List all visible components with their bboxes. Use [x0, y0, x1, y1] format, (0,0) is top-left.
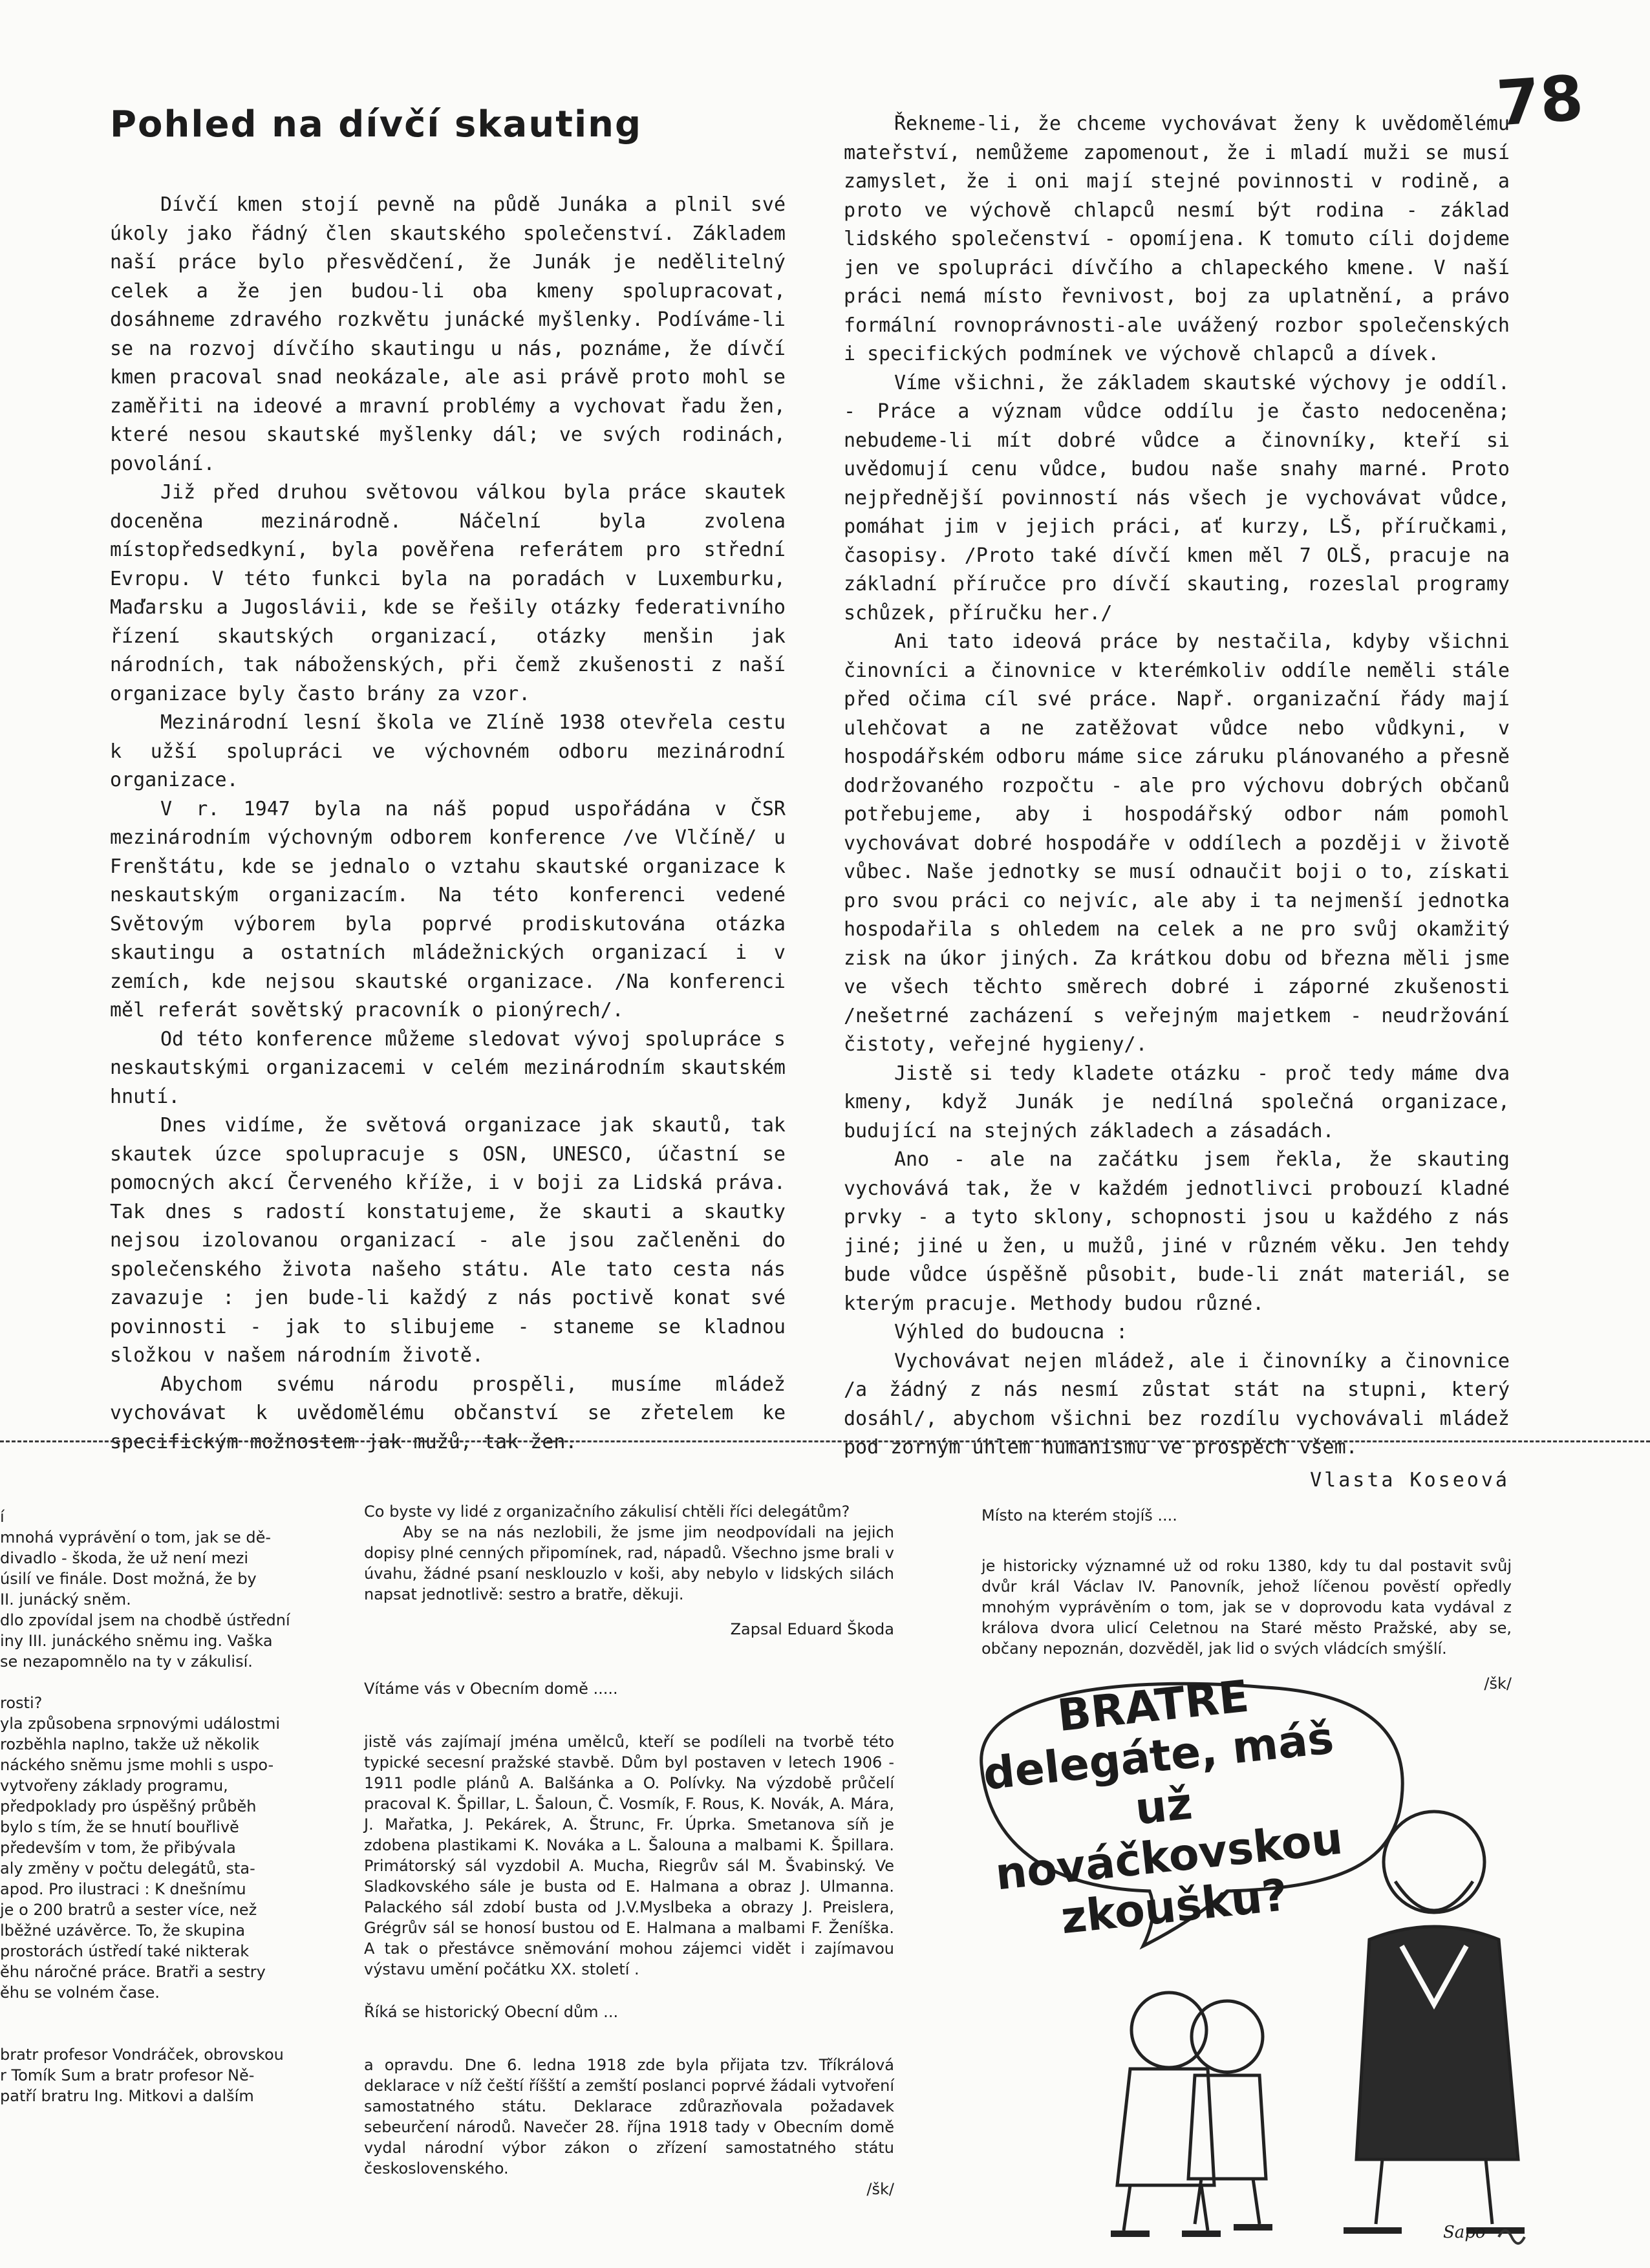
fragment-line: lběžné uzávěrce. To, že skupina — [0, 1921, 246, 1940]
fragment-line: rozběhla naplno, takže už několik — [0, 1735, 260, 1753]
middle-item-text: a opravdu. Dne 6. ledna 1918 zde byla přijata tzv. Tříkrálová deklarace v níž čeští říšští a zemští poslanci poprvé žádali vytvoření samostatného státu. Deklarace zdůrazňovala požadavek sebeurčení národů. Navečer 28. října 1918 tady v Obecním domě vydal národní výbor zákon o zřízení samostatného státu československého. — [364, 2056, 894, 2177]
scout-leader-figure — [1344, 1812, 1525, 2231]
middle-item-heading: Vítáme vás v Obecním domě ..... — [364, 1680, 618, 1698]
fragment-line: yla způsobena srpnovými událostmi — [0, 1715, 281, 1733]
fragment-line: je o 200 bratrů a sester více, než — [0, 1901, 257, 1919]
right-item-heading: Místo na kterém stojíš .... — [981, 1506, 1177, 1524]
article-signature: Vlasta Koseová — [1310, 1468, 1510, 1492]
margin-fragment-column — [0, 1506, 304, 2106]
article-paragraph: Výhled do budoucna : — [894, 1321, 1128, 1343]
fragment-line: náckého sněmu jsme mohli s uspo- — [0, 1756, 274, 1774]
fragment-line: prostorách ústředí také nikterak — [0, 1942, 250, 1960]
article-paragraph: Ano - ale na začátku jsem řekla, že skauting vychovává tak, že v každém jednotlivci probouzí kladné prvky - a tyto sklony, schopnosti jsou u každého z nás jiné; jiné u žen, u mužů, jiné v různém věku. Jen tehdy bude vůdce úspěšně působit, bude-li znát materiál, se kterým pracuje. Methody budou různé. — [844, 1148, 1510, 1315]
middle-item-heading: Říká se historický Obecní dům ... — [364, 2003, 619, 2021]
fragment-line: se nezapomnělo na ty v zákulisí. — [0, 1653, 253, 1671]
fragment-line: úsilí ve finále. Dost možná, že by — [0, 1570, 257, 1588]
fragment-line: především v tom, že přibývala — [0, 1839, 236, 1857]
middle-item-text: Aby se na nás nezlobili, že jsme jim neodpovídali na jejich dopisy plné cenných připomínek, rad, nápadů. Všechno jsme brali v úvahu, žádné psaní nesklouzlo v koši, aby nebylo v lidských silách napsat jednotlivě: sestro a bratře, děkuji. — [364, 1523, 894, 1603]
fragment-line: aly změny v počtu delegátů, sta- — [0, 1859, 255, 1878]
fragment-line: apod. Pro ilustraci : K dnešnímu — [0, 1880, 246, 1898]
fragment-line: II. junácký sněm. — [0, 1590, 131, 1609]
fragment-line: ěhu se volném čase. — [0, 1984, 160, 2002]
fragment-line: předpoklady pro úspěšný průběh — [0, 1797, 257, 1815]
fragment-line: rosti? — [0, 1694, 43, 1712]
fragment-line: mnohá vyprávění o tom, jak se dě- — [0, 1528, 272, 1546]
middle-column — [364, 1501, 894, 2199]
fragment-line: divadlo - škoda, že už není mezi — [0, 1549, 249, 1567]
fragment-line: vytvořeny základy programu, — [0, 1777, 228, 1795]
right-bottom-column — [981, 1505, 1512, 1694]
fragment-line: bratr profesor Vondráček, obrovskou — [0, 2046, 284, 2064]
article-paragraph: Dnes vidíme, že světová organizace jak skautů, tak skautek úzce spolupracuje s OSN, UNESCO, účastní se pomocných akcí Červeného kříže, i v boji za Lidská práva. Tak dnes s radostí konstatujeme, že skauti a skautky nejsou izolovanou organizací - ale jsou začleněni do společenského života našeho státu. Ale tato cesta nás zavazuje : jen bude-li každý z nás poctivě konat své povinnosti - jak to slibujeme - staneme se kladnou složkou v našem národním životě. — [110, 1114, 786, 1367]
fragment-line: í — [0, 1508, 5, 1526]
fragment-line: ěhu náročné práce. Bratři a sestry — [0, 1963, 266, 1981]
fragment-line: patří bratru Ing. Mitkovi a dalším — [0, 2087, 254, 2105]
middle-item-signature: /šk/ — [866, 2180, 894, 2198]
section-divider — [0, 1440, 1650, 1442]
fragment-line: r Tomík Sum a bratr profesor Ně- — [0, 2066, 255, 2084]
middle-item-signature: Zapsal Eduard Škoda — [730, 1620, 894, 1638]
article-title: Pohled na dívčí skauting — [110, 103, 643, 145]
article-right-column — [844, 110, 1510, 1492]
article-paragraph: Mezinárodní lesní škola ve Zlíně 1938 otevřela cestu k užší spolupráci ve výchovném odboru mezinárodní organizace. — [110, 711, 786, 791]
fragment-line — [0, 1672, 304, 1693]
article-paragraph: V r. 1947 byla na náš popud uspořádána v ČSR mezinárodním výchovným odborem konference /ve Vlčíně/ u Frenštátu, kde se jednalo o vztahu skautské organizace k neskautským organizacím. Na této konferenci vedené Světovým výborem byla poprvé prodiskutována otázka skautingu a ostatních mládežnických organizací i v zemích, kde nejsou skautské organizace. /Na konferenci měl referát sovětský pracovník o pionýrech/. — [110, 797, 786, 1022]
article-paragraph: Vychovávat nejen mládež, ale i činovníky a činovnice /a žádný z nás nesmí zůstat stát na stupni, který dosáhl/, abychom všichni bez rozdílu vychovávali mládež pod zorným úhlem humanismu ve prospěch všem. — [844, 1349, 1510, 1459]
fragment-line — [0, 2003, 304, 2044]
right-item-text: je historicky významné už od roku 1380, kdy tu dal postavit svůj dvůr král Václav IV. Panovník, jehož líčenou pověstí opředly mnohým vyprávěním o tom, jak se v doprovodu kata vydával z králova dvora ulicí Celetnou na Staré město Pražské, aby se, občany nepoznán, dozvěděl, jak lid o svých vládcích smýšlí. — [981, 1557, 1512, 1658]
cartoonist-signature: Sapo — [1443, 2223, 1486, 2242]
cartoon-speech-text: BRATRE delegáte, máš už nováčkovskou zkoušku? — [981, 1671, 1345, 1945]
fragment-line: dlo zpovídal jsem na chodbě ústřední — [0, 1611, 290, 1629]
article-paragraph: Jistě si tedy kladete otázku - proč tedy máme dva kmeny, když Junák je nedílná společná organizace, budující na stejných základech a zásadách. — [844, 1062, 1510, 1142]
article-paragraph: Řekneme-li, že chceme vychovávat ženy k uvědomělému mateřství, nemůžeme zapomenout, že i mladí muži se musí zamyslet, že i oni mají stejné povinnosti v rodině, a proto ve výchově chlapců nesmí být rodina - základ lidského společenství - opomíjena. K tomuto cíli dojdeme jen ve spolupráci dívčího a chlapeckého kmene. V naší práci nemá místo řevnivost, boj za uplatnění, a právo formální rovnoprávnosti-ale uvážený rozbor společenských i specifických podmínek ve výchově chlapců a dívek. — [844, 112, 1510, 365]
middle-item-text: jistě vás zajímají jména umělců, kteří se podíleli na tvorbě této typické secesní pražské stavbě. Dům byl postaven v letech 1906 - 1911 podle plánů A. Balšánka a O. Polívky. Na výzdobě průčelí pracoval K. Špillar, L. Šaloun, Č. Vosmík, F. Rous, K. Novák, A. Mára, J. Mařatka, J. Pekárek, A. Štrunc, Fr. Úprka. Smetanova síň je zdobena plastikami K. Nováka a L. Šalouna a malbami K. Špillara. Primátorský sál vyzdobil A. Mucha, Riegrův sál M. Švabinský. Ve Sladkovského sále je busta od E. Halmana a obraz J. Ulmanna. Palackého sál zdobí busta od J.V.Myslbeka a obrazy J. Preislera, Grégrův sál se honosí bustou od E. Halmana a malbami F. Ženíška. A tak o přestávce sněmování mohou zájemci vidět i zajímavou výstavu umění počátku XX. století . — [364, 1733, 894, 1978]
article-paragraph: Dívčí kmen stojí pevně na půdě Junáka a plnil své úkoly jako řádný člen skautského společenství. Základem naší práce bylo přesvědčení, že Junák je nedělitelný celek a že jen budou-li oba kmeny spolupracovat, dosáhneme zdravého rozkvětu junácké myšlenky. Podíváme-li se na rozvoj dívčího skautingu u nás, poznáme, že dívčí kmen pracoval snad neokázale, ale asi právě proto mohl se zaměřiti na ideové a mravní problémy a vychovat řadu žen, které nesou skautské myšlenky dál; ve svých rodinách, povolání. — [110, 193, 786, 475]
article-paragraph: Již před druhou světovou válkou byla práce skautek doceněna mezinárodně. Náčelní byla zvolena místopředsedkyní, byla pověřena referátem pro střední Evropu. V této funkci byla na poradách v Luxemburku, Maďarsku a Jugoslávii, kde se řešily otázky federativního řízení skautských organizací, otázky menšin jak národních, tak náboženských, při čemž zkušenosti z naší organizace byly často brány za vzor. — [110, 481, 786, 705]
article-paragraph: Víme všichni, že základem skautské výchovy je oddíl. - Práce a význam vůdce oddílu je často nedoceněna; nebudeme-li mít dobré vůdce a činovníky, kteří si uvědomují cenu vůdce, budou naše snahy marné. Proto nejpřednější povinností nás všech je vychovávat vůdce, pomáhat jim v jejich práci, ať kurzy, LŠ, příručkami, časopisy. /Proto také dívčí kmen měl 7 OLŠ, pracuje na základní příručce pro dívčí skauting, rozeslal programy schůzek, příručku her./ — [844, 371, 1510, 625]
article-left-column — [110, 191, 786, 1453]
article-paragraph: Abychom svému národu prospěli, musíme mládež vychovávat k uvědomělému občanství se zřetelem ke specifickým možnostem jak mužů, tak žen. — [110, 1373, 786, 1453]
page-number: 78 — [1494, 61, 1586, 140]
fragment-line: bylo s tím, že se hnutí bouřlivě — [0, 1818, 239, 1836]
child-scouts-figure — [1111, 1993, 1272, 2234]
right-item-signature: /šk/ — [1484, 1674, 1512, 1693]
article-paragraph: Ani tato ideová práce by nestačila, kdyby všichni činovníci a činovnice v kterémkoliv oddíle neměli stále před očima cíl své práce. Např. organizační řády mají ulehčovat a ne zatěžovat vůdce nebo vůdkyni, v hospodářském odboru máme sice záruku plánovaného a přesně dodržovaného rozpočtu - ale pro výchovu dobrých občanů potřebujeme, aby i hospodářský odbor nám pomohl vychovávat dobré hospodáře v oddílech a později v životě vůbec. Naše jednotky se musí odnaučit boji o to, získati pro svou práci co nejvíc, ale aby i ta nejmenší jednotka hospodařila s ohledem na celek a ne pro svůj okamžitý zisk na úkor jiných. Za krátkou dobu od března měli jsme ve všech těchto směrech dobré i záporné zkušenosti /nešetrné zacházení s veřejným majetkem - neudržování čistoty, veřejné hygieny/. — [844, 630, 1510, 1056]
article-paragraph: Od této konference můžeme sledovat vývoj spolupráce s neskautskými organizacemi v celém mezinárodním skautském hnutí. — [110, 1027, 786, 1108]
fragment-line: iny III. junáckého sněmu ing. Vaška — [0, 1632, 273, 1650]
middle-item-heading: Co byste vy lidé z organizačního zákulisí chtěli říci delegátům? — [364, 1503, 850, 1521]
